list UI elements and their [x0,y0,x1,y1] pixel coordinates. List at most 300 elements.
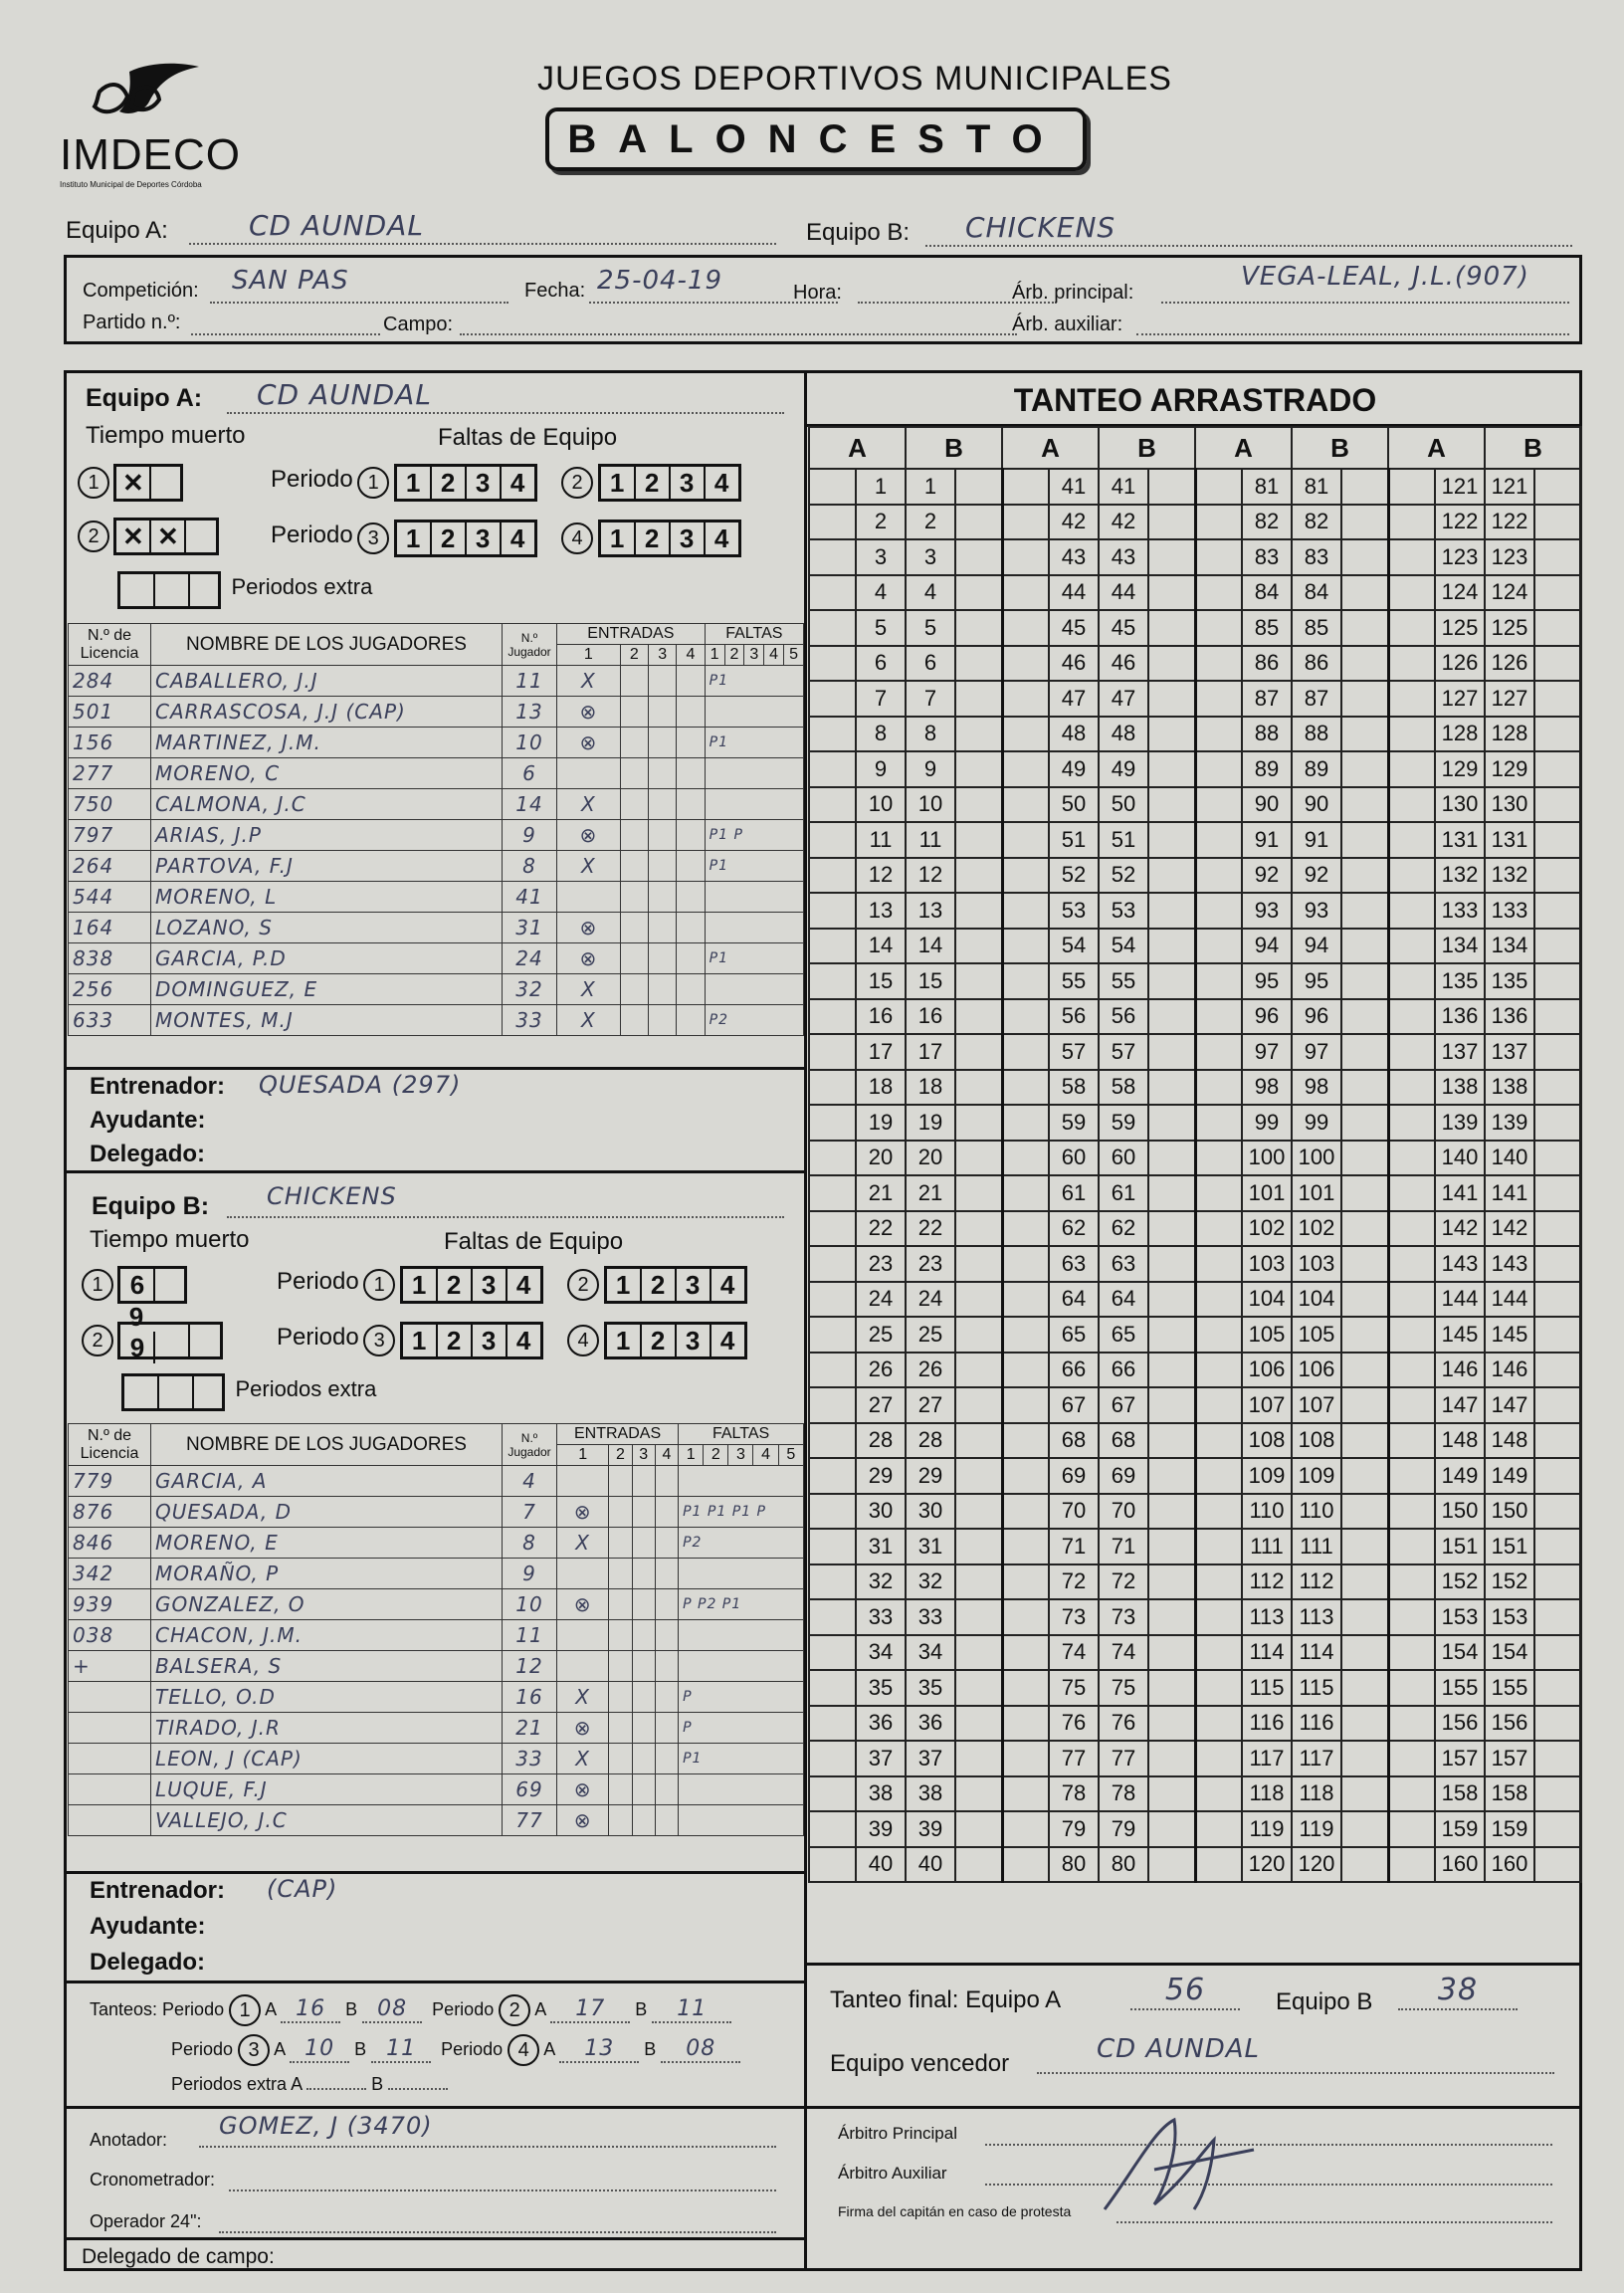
tally-mark-a[interactable] [809,1353,856,1388]
tally-number-b[interactable]: 105 [1292,1317,1341,1353]
player-name[interactable]: MARTINEZ, J.M. [151,728,503,758]
player-license[interactable] [69,1774,151,1805]
tally-mark-a[interactable] [1388,751,1435,787]
foul-cell[interactable]: 3 [473,1269,508,1301]
tally-number-b[interactable]: 124 [1485,575,1534,611]
tally-number-a[interactable]: 47 [1049,681,1099,717]
empty-cell[interactable] [677,758,705,789]
player-number[interactable]: 8 [503,851,557,882]
tally-mark-a[interactable] [1388,1670,1435,1706]
tally-mark-b[interactable] [1341,1564,1388,1600]
player-license[interactable] [69,1682,151,1713]
tally-mark-a[interactable] [1195,1034,1242,1070]
player-name[interactable]: VALLEJO, J.C [151,1805,503,1836]
tally-mark-b[interactable] [1534,1034,1581,1070]
tally-number-b[interactable]: 50 [1099,787,1148,823]
tally-number-a[interactable]: 139 [1435,1105,1485,1141]
empty-cell[interactable] [609,1589,632,1620]
tally-number-b[interactable]: 135 [1485,963,1534,999]
player-entry[interactable]: ⊗ [557,1497,609,1528]
tally-number-b[interactable]: 12 [906,858,955,894]
tally-number-b[interactable]: 45 [1099,610,1148,646]
tally-mark-a[interactable] [1195,963,1242,999]
tally-number-a[interactable]: 131 [1435,822,1485,858]
tally-number-b[interactable]: 66 [1099,1353,1148,1388]
tally-mark-a[interactable] [809,610,856,646]
tally-mark-b[interactable] [955,751,1002,787]
tally-number-a[interactable]: 20 [856,1141,906,1176]
tally-mark-a[interactable] [1388,1847,1435,1883]
tally-mark-a[interactable] [809,1529,856,1564]
empty-cell[interactable] [677,1005,705,1036]
tally-number-a[interactable]: 130 [1435,787,1485,823]
tally-number-b[interactable]: 17 [906,1034,955,1070]
player-number[interactable]: 4 [503,1466,557,1497]
extra-cell[interactable] [120,574,155,606]
empty-cell[interactable] [609,1497,632,1528]
tally-mark-a[interactable] [1388,963,1435,999]
tally-mark-a[interactable] [809,1741,856,1776]
tally-mark-b[interactable] [1534,646,1581,682]
tally-number-b[interactable]: 98 [1292,1070,1341,1106]
tally-mark-b[interactable] [1148,1317,1195,1353]
tally-number-b[interactable]: 69 [1099,1458,1148,1494]
tally-number-b[interactable]: 48 [1099,717,1148,752]
tally-number-b[interactable]: 13 [906,893,955,929]
player-number[interactable]: 10 [503,1589,557,1620]
tally-mark-b[interactable] [1148,1811,1195,1847]
tally-mark-a[interactable] [809,575,856,611]
empty-cell[interactable] [648,943,676,974]
player-name[interactable]: DOMINGUEZ, E [151,974,503,1005]
tally-mark-b[interactable] [1148,929,1195,964]
tally-mark-b[interactable] [955,1847,1002,1883]
tally-number-b[interactable]: 99 [1292,1105,1341,1141]
tally-number-b[interactable]: 74 [1099,1635,1148,1671]
tally-number-a[interactable]: 107 [1242,1387,1292,1423]
main-ref-field[interactable] [1161,262,1569,304]
foul-cell[interactable]: 4 [719,1270,735,1300]
empty-cell[interactable] [620,728,648,758]
tally-number-a[interactable]: 76 [1049,1706,1099,1742]
player-entry[interactable] [557,758,621,789]
tally-mark-a[interactable] [1388,929,1435,964]
tally-mark-b[interactable] [1148,1670,1195,1706]
tally-number-a[interactable]: 151 [1435,1529,1485,1564]
tally-mark-a[interactable] [1388,787,1435,823]
tally-number-a[interactable]: 112 [1242,1564,1292,1600]
empty-cell[interactable] [648,789,676,820]
tally-number-b[interactable]: 58 [1099,1070,1148,1106]
p3-b-score[interactable]: 11 [371,2036,431,2063]
player-license[interactable] [69,1744,151,1774]
player-license[interactable]: 501 [69,697,151,728]
tally-mark-b[interactable] [1534,1175,1581,1211]
timeout-cell[interactable]: ✕ [151,521,186,552]
tally-number-a[interactable]: 73 [1049,1599,1099,1635]
tally-mark-b[interactable] [1341,539,1388,575]
tally-mark-b[interactable] [1148,1494,1195,1530]
tally-mark-a[interactable] [809,1105,856,1141]
tally-number-a[interactable]: 5 [856,610,906,646]
tally-number-b[interactable]: 142 [1485,1211,1534,1247]
player-name[interactable]: CALMONA, J.C [151,789,503,820]
player-fouls[interactable] [679,1559,804,1589]
tally-number-a[interactable]: 6 [856,646,906,682]
tally-mark-a[interactable] [1002,646,1049,682]
tally-mark-a[interactable] [1002,822,1049,858]
tally-number-a[interactable]: 31 [856,1529,906,1564]
empty-cell[interactable] [655,1466,678,1497]
tally-number-a[interactable]: 25 [856,1317,906,1353]
player-entry[interactable] [557,882,621,913]
player-license[interactable]: 838 [69,943,151,974]
tally-mark-b[interactable] [1148,610,1195,646]
tally-mark-a[interactable] [1388,1387,1435,1423]
tally-number-a[interactable]: 116 [1242,1706,1292,1742]
empty-cell[interactable] [632,1528,655,1559]
tally-mark-b[interactable] [1341,1706,1388,1742]
tally-mark-a[interactable] [1195,1811,1242,1847]
tally-number-a[interactable]: 146 [1435,1353,1485,1388]
tally-mark-b[interactable] [1534,1423,1581,1459]
tally-number-b[interactable]: 125 [1485,610,1534,646]
tally-mark-a[interactable] [809,963,856,999]
tally-mark-b[interactable] [1341,1776,1388,1812]
player-name[interactable]: CARRASCOSA, J.J (CAP) [151,697,503,728]
tally-number-b[interactable]: 148 [1485,1423,1534,1459]
player-license[interactable]: 939 [69,1589,151,1620]
empty-cell[interactable] [677,851,705,882]
player-fouls[interactable] [679,1466,804,1497]
tally-mark-b[interactable] [1341,858,1388,894]
tally-mark-a[interactable] [809,1776,856,1812]
tally-number-b[interactable]: 61 [1099,1175,1148,1211]
tally-mark-b[interactable] [1341,1599,1388,1635]
tally-mark-b[interactable] [1148,1847,1195,1883]
tally-number-b[interactable]: 8 [906,717,955,752]
player-entry[interactable]: ⊗ [557,1805,609,1836]
tally-mark-a[interactable] [1195,1670,1242,1706]
empty-cell[interactable] [620,758,648,789]
tally-mark-a[interactable] [809,1034,856,1070]
tally-mark-b[interactable] [955,505,1002,540]
player-fouls[interactable]: P [679,1713,804,1744]
fouls-box-p3[interactable] [394,520,537,557]
tally-number-b[interactable]: 112 [1292,1564,1341,1600]
empty-cell[interactable] [609,1774,632,1805]
tally-mark-a[interactable] [1002,1847,1049,1883]
tally-mark-a[interactable] [809,822,856,858]
tally-number-b[interactable]: 26 [906,1353,955,1388]
tally-number-b[interactable]: 67 [1099,1387,1148,1423]
timeout-cell[interactable]: 9 [128,1302,144,1332]
player-number[interactable]: 24 [503,943,557,974]
tally-mark-a[interactable] [809,646,856,682]
tally-mark-b[interactable] [1341,717,1388,752]
tally-number-a[interactable]: 68 [1049,1423,1099,1459]
empty-cell[interactable] [620,882,648,913]
player-license[interactable]: 633 [69,1005,151,1036]
tally-number-a[interactable]: 87 [1242,681,1292,717]
tally-mark-a[interactable] [1002,575,1049,611]
player-fouls[interactable]: P2 [679,1528,804,1559]
tally-number-a[interactable]: 52 [1049,858,1099,894]
tally-number-a[interactable]: 24 [856,1282,906,1318]
tally-mark-a[interactable] [1002,1706,1049,1742]
tally-number-b[interactable]: 94 [1292,929,1341,964]
tally-number-b[interactable]: 57 [1099,1034,1148,1070]
tally-number-b[interactable]: 90 [1292,787,1341,823]
empty-cell[interactable] [648,666,676,697]
tally-number-a[interactable]: 27 [856,1387,906,1423]
tally-number-a[interactable]: 9 [856,751,906,787]
tally-mark-b[interactable] [1534,1635,1581,1671]
tally-number-b[interactable]: 7 [906,681,955,717]
empty-cell[interactable] [648,758,676,789]
tally-mark-b[interactable] [1341,1847,1388,1883]
foul-cell[interactable]: 2 [642,1325,677,1356]
tally-number-a[interactable]: 16 [856,999,906,1035]
tally-number-a[interactable]: 99 [1242,1105,1292,1141]
tally-number-b[interactable]: 131 [1485,822,1534,858]
tally-mark-a[interactable] [809,1070,856,1106]
empty-cell[interactable] [655,1497,678,1528]
tally-mark-b[interactable] [955,787,1002,823]
tally-number-b[interactable]: 136 [1485,999,1534,1035]
tally-number-a[interactable]: 89 [1242,751,1292,787]
tally-number-a[interactable]: 102 [1242,1211,1292,1247]
tally-mark-b[interactable] [1341,1635,1388,1671]
tally-mark-a[interactable] [1002,858,1049,894]
tally-mark-a[interactable] [1002,1387,1049,1423]
tally-number-b[interactable]: 54 [1099,929,1148,964]
tally-number-b[interactable]: 25 [906,1317,955,1353]
timeout-box[interactable] [113,464,183,502]
tally-mark-a[interactable] [1002,1317,1049,1353]
tally-number-b[interactable]: 157 [1485,1741,1534,1776]
player-number[interactable]: 11 [503,1620,557,1651]
foul-cell[interactable]: 4 [713,523,729,553]
op24-field[interactable] [219,2203,776,2233]
player-number[interactable]: 11 [503,666,557,697]
tally-mark-b[interactable] [1534,1599,1581,1635]
tally-mark-a[interactable] [809,893,856,929]
tally-mark-a[interactable] [809,999,856,1035]
tally-number-b[interactable]: 65 [1099,1317,1148,1353]
tally-mark-a[interactable] [1195,1423,1242,1459]
tally-mark-b[interactable] [955,1670,1002,1706]
tally-number-b[interactable]: 92 [1292,858,1341,894]
tally-number-a[interactable]: 65 [1049,1317,1099,1353]
tally-number-a[interactable]: 7 [856,681,906,717]
tally-mark-b[interactable] [1534,1564,1581,1600]
tally-number-a[interactable]: 141 [1435,1175,1485,1211]
tally-number-b[interactable]: 127 [1485,681,1534,717]
tally-mark-a[interactable] [809,1211,856,1247]
empty-cell[interactable] [632,1774,655,1805]
tally-number-b[interactable]: 4 [906,575,955,611]
tally-number-a[interactable]: 145 [1435,1317,1485,1353]
tally-number-a[interactable]: 114 [1242,1635,1292,1671]
tally-mark-b[interactable] [955,1776,1002,1812]
foul-cell[interactable]: 4 [509,523,525,553]
tally-mark-a[interactable] [809,858,856,894]
player-number[interactable]: 21 [503,1713,557,1744]
tally-number-b[interactable]: 56 [1099,999,1148,1035]
foul-cell[interactable]: 1 [397,467,432,499]
tally-number-b[interactable]: 137 [1485,1034,1534,1070]
tally-mark-b[interactable] [1341,1458,1388,1494]
tally-mark-b[interactable] [1148,858,1195,894]
tally-mark-b[interactable] [1534,575,1581,611]
p2-b-score[interactable]: 11 [652,1996,731,2023]
tally-number-b[interactable]: 110 [1292,1494,1341,1530]
tally-mark-b[interactable] [955,539,1002,575]
tally-number-b[interactable]: 24 [906,1282,955,1318]
empty-cell[interactable] [648,882,676,913]
player-fouls[interactable]: P [679,1682,804,1713]
tally-mark-a[interactable] [1195,681,1242,717]
tally-mark-a[interactable] [1195,1317,1242,1353]
tally-number-a[interactable]: 45 [1049,610,1099,646]
tally-mark-a[interactable] [809,1317,856,1353]
player-fouls[interactable] [679,1620,804,1651]
tally-number-b[interactable]: 100 [1292,1141,1341,1176]
empty-cell[interactable] [655,1620,678,1651]
tally-number-b[interactable]: 139 [1485,1105,1534,1141]
tally-mark-b[interactable] [1534,893,1581,929]
extra-cell[interactable] [124,1376,159,1408]
tally-number-b[interactable]: 149 [1485,1458,1534,1494]
player-entry[interactable] [557,1651,609,1682]
tally-mark-b[interactable] [1341,575,1388,611]
tally-number-b[interactable]: 101 [1292,1175,1341,1211]
tally-mark-a[interactable] [1388,1529,1435,1564]
tally-number-a[interactable]: 132 [1435,858,1485,894]
tally-number-a[interactable]: 50 [1049,787,1099,823]
tally-mark-a[interactable] [1002,1529,1049,1564]
player-license[interactable]: 277 [69,758,151,789]
timeout-cell[interactable] [155,1325,190,1356]
player-name[interactable]: GONZALEZ, O [151,1589,503,1620]
foul-cell[interactable]: 1 [403,1325,438,1356]
tally-number-a[interactable]: 160 [1435,1847,1485,1883]
tally-mark-b[interactable] [1341,1353,1388,1388]
tally-mark-b[interactable] [955,1175,1002,1211]
tally-mark-a[interactable] [1195,646,1242,682]
tally-mark-a[interactable] [1388,681,1435,717]
tally-number-a[interactable]: 153 [1435,1599,1485,1635]
tally-number-b[interactable]: 27 [906,1387,955,1423]
tally-mark-a[interactable] [809,1847,856,1883]
foul-cell[interactable]: 4 [515,1326,531,1355]
tally-number-b[interactable]: 108 [1292,1423,1341,1459]
tally-mark-b[interactable] [1534,1670,1581,1706]
tally-number-a[interactable]: 19 [856,1105,906,1141]
tally-number-b[interactable]: 64 [1099,1282,1148,1318]
player-name[interactable]: ARIAS, J.P [151,820,503,851]
tally-mark-a[interactable] [1002,1070,1049,1106]
tally-mark-b[interactable] [1148,1141,1195,1176]
tally-number-a[interactable]: 54 [1049,929,1099,964]
fouls-box-p4[interactable] [604,1322,747,1359]
player-number[interactable]: 10 [503,728,557,758]
foul-cell[interactable]: 4 [515,1270,531,1300]
tally-number-a[interactable]: 55 [1049,963,1099,999]
tally-mark-b[interactable] [1341,505,1388,540]
player-name[interactable]: MORENO, C [151,758,503,789]
match-no-field[interactable] [191,306,380,335]
tally-number-a[interactable]: 44 [1049,575,1099,611]
tally-mark-a[interactable] [1002,1811,1049,1847]
tally-number-a[interactable]: 32 [856,1564,906,1600]
tally-number-b[interactable]: 154 [1485,1635,1534,1671]
empty-cell[interactable] [632,1559,655,1589]
tally-number-a[interactable]: 64 [1049,1282,1099,1318]
extra-box[interactable] [121,1373,225,1411]
tally-mark-a[interactable] [1388,1211,1435,1247]
tally-number-b[interactable]: 47 [1099,681,1148,717]
tally-number-a[interactable]: 133 [1435,893,1485,929]
empty-cell[interactable] [648,913,676,943]
extra-cell[interactable] [159,1376,194,1408]
tally-mark-b[interactable] [1534,1246,1581,1282]
tally-number-a[interactable]: 15 [856,963,906,999]
tally-number-a[interactable]: 39 [856,1811,906,1847]
tally-mark-b[interactable] [1148,469,1195,505]
tally-number-b[interactable]: 9 [906,751,955,787]
tally-number-a[interactable]: 46 [1049,646,1099,682]
player-entry[interactable]: X [557,851,621,882]
tally-number-b[interactable]: 36 [906,1706,955,1742]
tally-mark-a[interactable] [1002,893,1049,929]
tally-number-a[interactable]: 122 [1435,505,1485,540]
player-name[interactable]: TELLO, O.D [151,1682,503,1713]
tally-mark-a[interactable] [1195,539,1242,575]
tally-mark-b[interactable] [1534,963,1581,999]
tally-mark-a[interactable] [1388,1599,1435,1635]
winner-field[interactable] [1037,2034,1554,2074]
tally-mark-b[interactable] [955,1246,1002,1282]
tally-mark-a[interactable] [1195,822,1242,858]
fouls-box-p2[interactable] [598,464,741,502]
tally-number-b[interactable]: 32 [906,1564,955,1600]
tally-mark-b[interactable] [1341,1741,1388,1776]
foul-cell[interactable]: 3 [677,1325,711,1356]
tally-number-a[interactable]: 35 [856,1670,906,1706]
empty-cell[interactable] [677,974,705,1005]
empty-cell[interactable] [632,1805,655,1836]
tally-number-b[interactable]: 14 [906,929,955,964]
foul-cell[interactable]: 1 [607,1269,642,1301]
tally-mark-a[interactable] [809,1423,856,1459]
tally-number-a[interactable]: 60 [1049,1141,1099,1176]
timeout-box[interactable] [117,1322,223,1362]
tally-number-b[interactable]: 106 [1292,1353,1341,1388]
final-a-score[interactable]: 56 [1130,1973,1240,2010]
tally-number-b[interactable]: 70 [1099,1494,1148,1530]
tally-number-b[interactable]: 89 [1292,751,1341,787]
tally-mark-b[interactable] [1341,787,1388,823]
tally-mark-a[interactable] [1195,1353,1242,1388]
tally-number-b[interactable]: 113 [1292,1599,1341,1635]
tally-number-a[interactable]: 26 [856,1353,906,1388]
tally-mark-b[interactable] [1148,1529,1195,1564]
tally-number-b[interactable]: 118 [1292,1776,1341,1812]
tally-number-a[interactable]: 100 [1242,1141,1292,1176]
tally-mark-a[interactable] [1002,1246,1049,1282]
